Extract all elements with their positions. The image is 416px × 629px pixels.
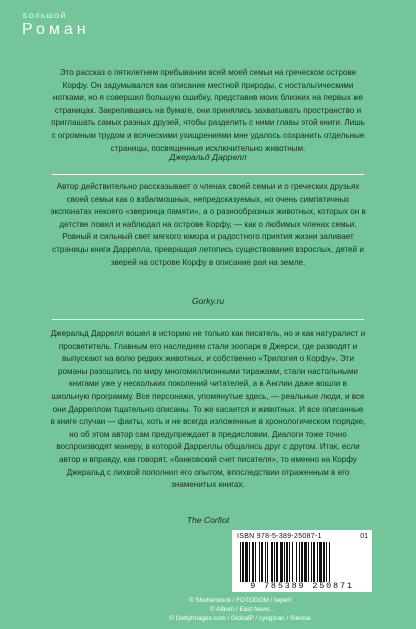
barcode-stripe (299, 542, 300, 582)
quote-block-3 (50, 328, 366, 492)
barcode-stripe (284, 542, 285, 582)
isbn-number: ISBN 978-5-389-25087-1 (237, 533, 322, 540)
barcode-stripe (296, 542, 297, 582)
barcode-stripe (308, 542, 309, 582)
barcode-box (232, 530, 372, 592)
series-logo (22, 14, 90, 38)
series-label-small: БОЛЬШОЙ (23, 13, 67, 20)
barcode-stripe (280, 542, 283, 582)
barcode-stripe (255, 542, 256, 582)
barcode-stripe (261, 542, 263, 582)
credit-line: © GettyImages.com / GlobalP / cyoginan / Silense (169, 615, 311, 622)
barcode-stripe (313, 542, 315, 582)
barcode-stripe (286, 542, 288, 582)
barcode-stripe (292, 542, 293, 582)
barcode-stripe (252, 542, 254, 582)
section-divider-1 (52, 174, 364, 175)
barcode-bars (240, 542, 364, 582)
barcode-stripe (311, 542, 312, 582)
credit-line: © Album / East News (209, 606, 271, 613)
barcode-stripe (289, 542, 290, 582)
quote-text-1: Это рассказ о пятилетнем пребывании всей моей семьи на греческом острове Корфу. Он задумывался как описание местной природы, с ностальгическими нотками, но я совершил большую ошибку, представив моих близких на первых же страницах. Закрепившись на бумаге, они принялись захватывать пространство и приглашать самых разных друзей, чтобы разделить с ними главы этой книги. Лишь с огромным трудом и всяческими ухищрениями мне удалось сохранить отдельные страницы, посвященные исключительно животным. (51, 68, 365, 153)
quote-block-2 (50, 181, 366, 269)
barcode-stripe (240, 542, 241, 582)
barcode-stripe (329, 542, 330, 582)
photo-credits (140, 596, 340, 623)
series-label-big: Роман (22, 20, 90, 38)
barcode-stripe (245, 542, 248, 582)
barcode-stripe (276, 542, 278, 582)
credit-line: © Shutterstock / FOTODOM / lwpert (188, 597, 292, 604)
quote-attribution-1: Джеральд Даррелл (169, 152, 247, 162)
barcode-stripe (242, 542, 244, 582)
issue-code: 01 (360, 533, 368, 540)
barcode-stripe (249, 542, 250, 582)
barcode-stripe (265, 542, 266, 582)
barcode-stripe (317, 542, 318, 582)
quote-text-3: Джеральд Даррелл вошел в историю не только как писатель, но и как натуралист и просветитель. Главным его наследием стали зоопарк в Джерси, где разводят и выпускают на волю редких животных, и собственно «Трилогия о Корфу». Эти романы разошлись по миру многомиллионными тиражами, стали настольными книгами уже у нескольких поколений читателей, а в Англии даже вошли в школьную программу. Все персонажи, упомянутые здесь, — реальные люди, и все они Дарреллом тщательно описаны. То же касается и животных. И все описанные в книге случаи — факты, хоть и не всегда изложенные в хронологическом порядке, но об этом автор сам предупреждает в предисловии. Диалоги тоже точно воспроизводят манеру, в которой Дарреллы общались друг с другом. Итак, если автор и вправду, как говорят, «банковский счет писателя», то именно на Корфу Джеральд с лихвой пополнил его опытом, впоследствии отраженным в его знаменитых книгах. (50, 329, 366, 490)
quote-text-2: Автор действительно рассказывает о членах своей семьи и о греческих друзьях своей семьи как о взбалмошных, непредсказуемых, но очень симпатичных экспонатах некоего «зверинца памяти», а о разнообразных животных, которых он в детстве ловил и наблюдал на острове Корфу, — как о любимых членах семьи. Ровный и сильный свет мягкого юмора и радостного приятия жизни заливает страницы книги Даррелла, превращая летопись существования взрослых, детей и зверей на острове Корфу в описание рая на земле. (50, 182, 366, 267)
barcode-stripe (301, 542, 303, 582)
barcode-digits: 9 785389 250871 (250, 581, 354, 591)
barcode-stripe (259, 542, 260, 582)
barcode-stripe (274, 542, 275, 582)
barcode-stripe (319, 542, 322, 582)
quote-attribution-2: Gorky.ru (191, 296, 225, 306)
section-divider-2 (52, 319, 364, 320)
barcode-stripe (304, 542, 307, 582)
barcode-stripe (326, 542, 327, 582)
quote-attribution-3: The Corfiot (186, 515, 230, 525)
quote-block-1 (50, 67, 366, 155)
barcode-stripe (271, 542, 273, 582)
barcode-stripe (267, 542, 268, 582)
barcode-stripe (323, 542, 325, 582)
